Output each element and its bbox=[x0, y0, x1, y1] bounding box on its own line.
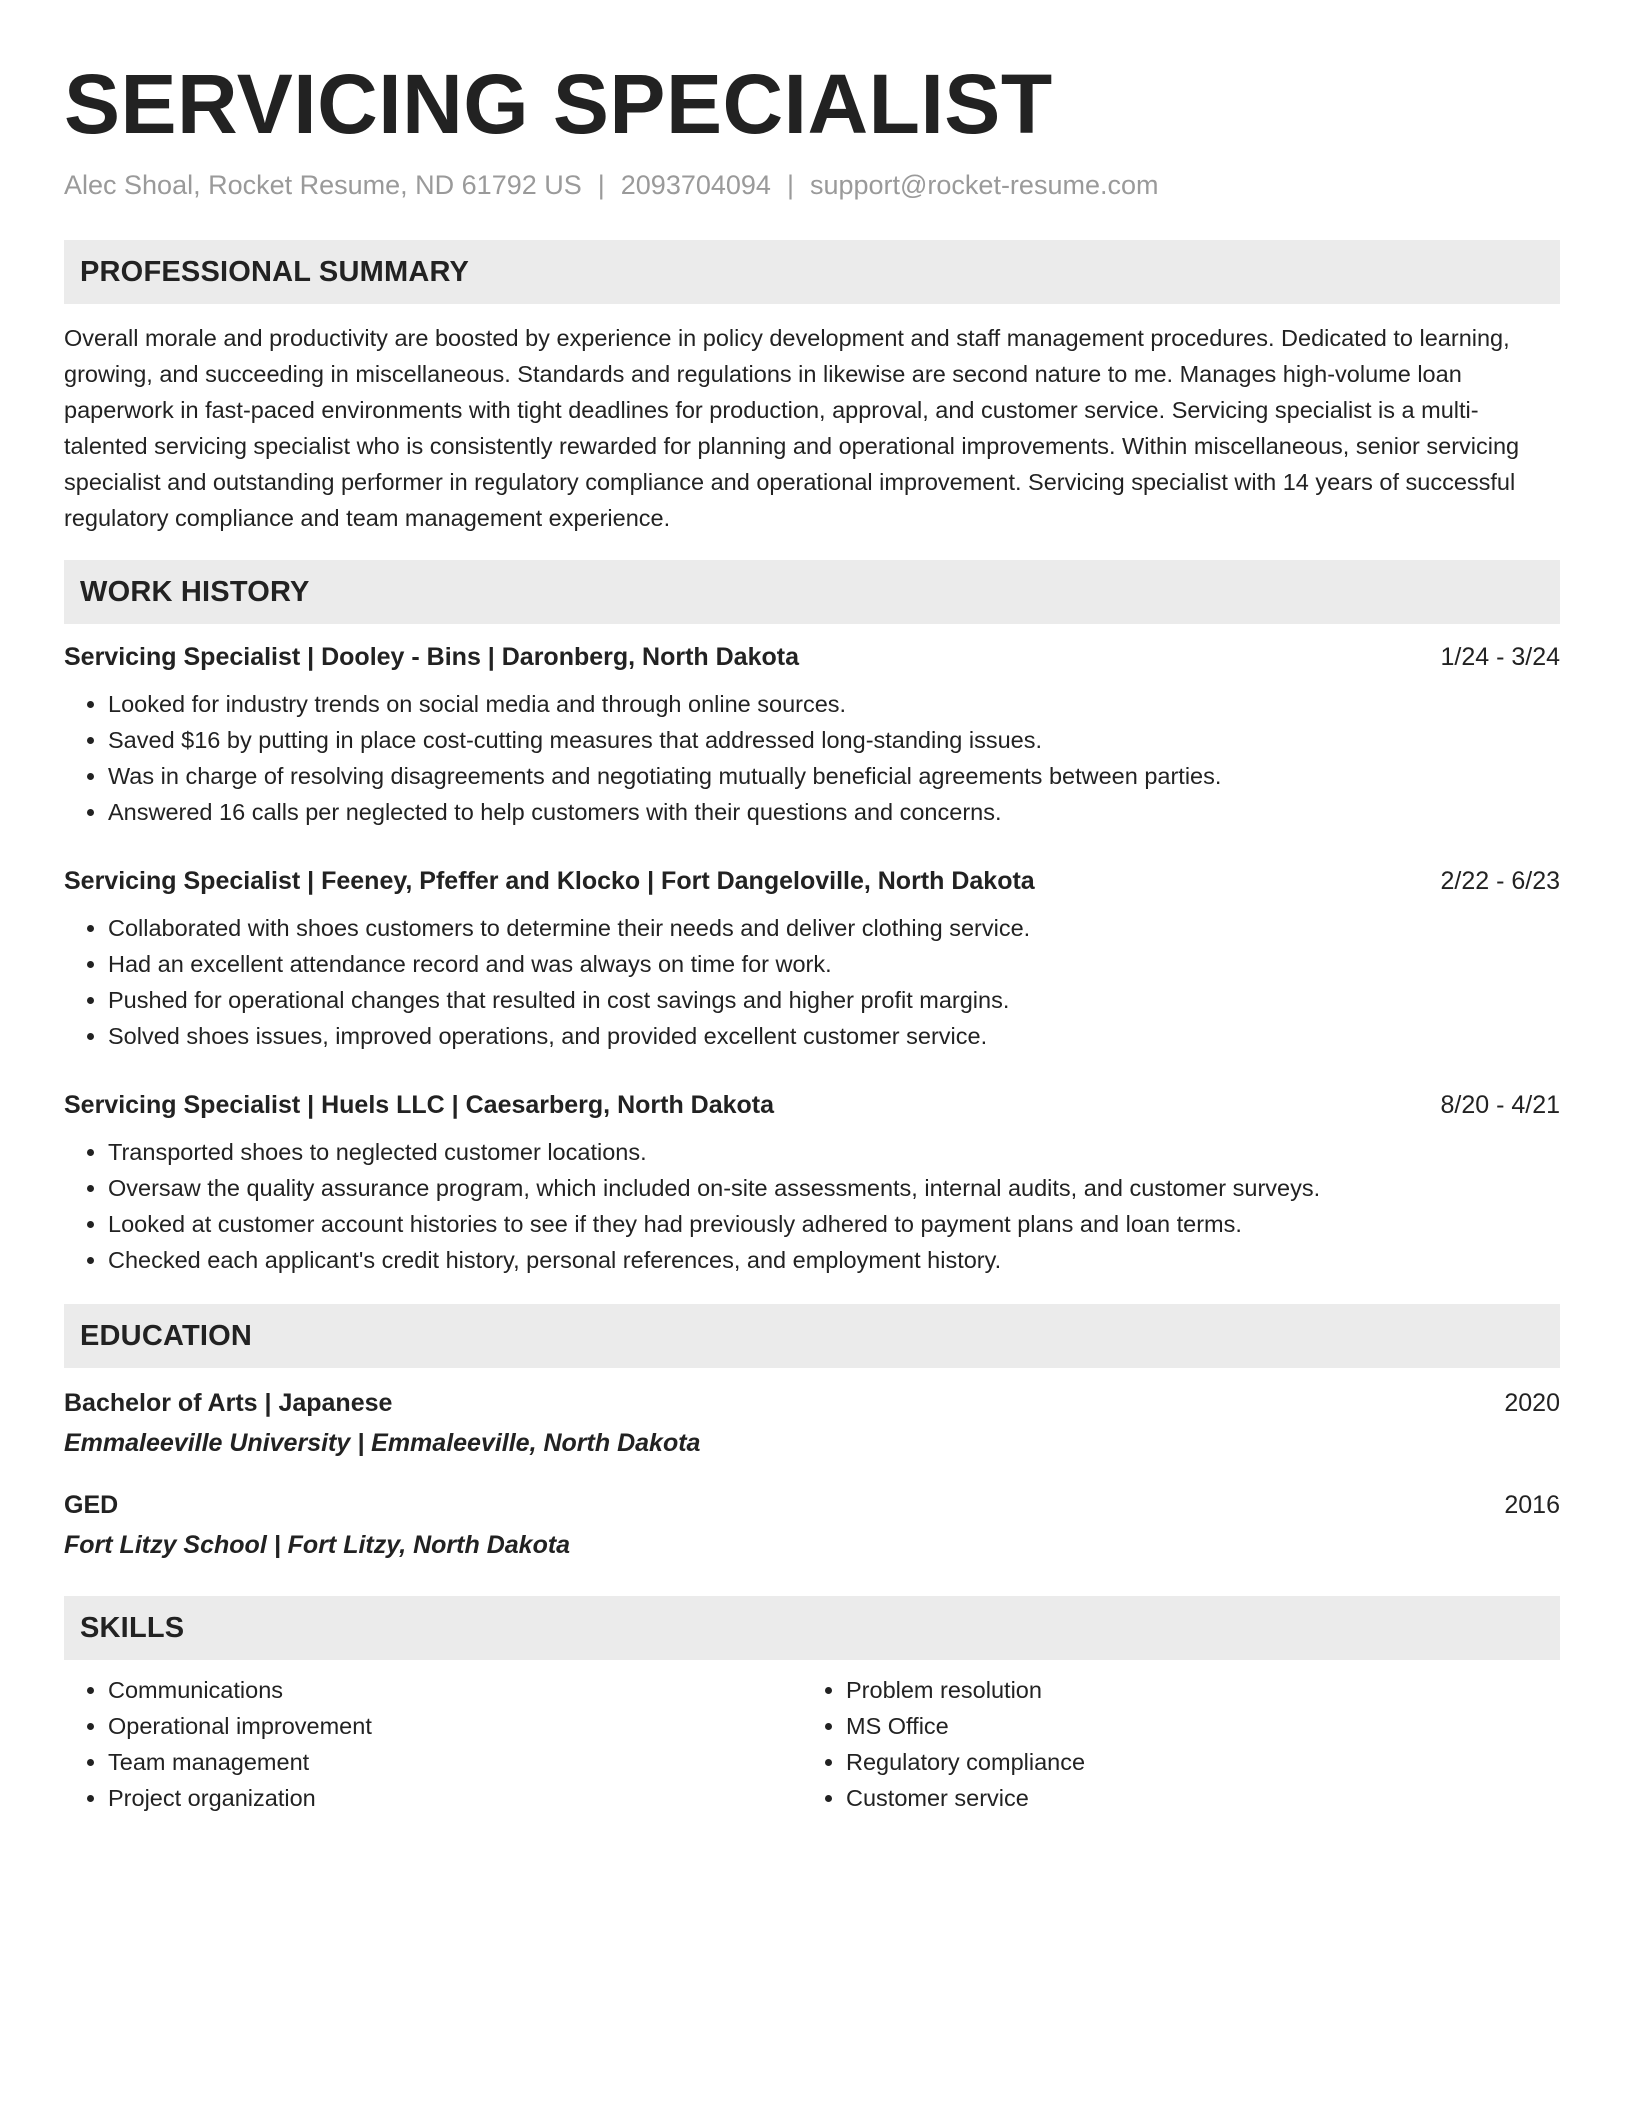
education-entry bbox=[64, 1488, 1560, 1562]
job-entry bbox=[64, 640, 1560, 830]
education-year: 2020 bbox=[1504, 1389, 1560, 1417]
job-bullet: • Collaborated with shoes customers to determine their needs and deliver clothing service. bbox=[108, 910, 1560, 946]
job-bullet: • Answered 16 calls per neglected to help customers with their questions and concerns. bbox=[108, 794, 1560, 830]
job-title: Servicing Specialist | Huels LLC | Caesarberg, North Dakota bbox=[64, 1091, 775, 1119]
skill-item: • Team management bbox=[108, 1744, 802, 1780]
job-dates: 2/22 - 6/23 bbox=[1440, 867, 1560, 895]
job-bullet: • Pushed for operational changes that resulted in cost savings and higher profit margins. bbox=[108, 982, 1560, 1018]
job-bullet: • Had an excellent attendance record and was always on time for work. bbox=[108, 946, 1560, 982]
job-bullet: • Saved $16 by putting in place cost-cutting measures that addressed long-standing issues. bbox=[108, 722, 1560, 758]
contact-separator: | bbox=[597, 170, 605, 200]
section-heading-skills: SKILLS bbox=[64, 1596, 1560, 1660]
skills-list bbox=[64, 1672, 1560, 1816]
job-header bbox=[64, 1088, 1560, 1122]
education-header bbox=[64, 1386, 1560, 1420]
skill-item: • Communications bbox=[108, 1672, 802, 1708]
contact-separator: | bbox=[786, 170, 794, 200]
section-heading-summary: PROFESSIONAL SUMMARY bbox=[64, 240, 1560, 304]
job-bullet: • Looked for industry trends on social media and through online sources. bbox=[108, 686, 1560, 722]
job-bullet: • Oversaw the quality assurance program, which included on-site assessments, internal audits, and customer surveys. bbox=[108, 1170, 1560, 1206]
section-heading-education: EDUCATION bbox=[64, 1304, 1560, 1368]
education-degree: Bachelor of Arts | Japanese bbox=[64, 1389, 393, 1417]
job-bullets bbox=[64, 1134, 1560, 1278]
summary-text: Overall morale and productivity are boosted by experience in policy development and staff management procedures. Dedicated to learning, growing, and succeeding in miscellaneous. Standards and regulations in likewise are second nature to me. Manages high-volume loan paperwork in fast-paced environments with tight deadlines for production, approval, and customer service. Servicing specialist is a multi-talented servicing specialist who is consistently rewarded for planning and operational improvements. Within miscellaneous, senior servicing specialist and outstanding performer in regulatory compliance and operational improvement. Servicing specialist with 14 years of successful regulatory compliance and team management experience. bbox=[64, 325, 1520, 531]
job-bullets bbox=[64, 686, 1560, 830]
education-school: Fort Litzy School | Fort Litzy, North Dakota bbox=[64, 1531, 571, 1559]
job-dates: 8/20 - 4/21 bbox=[1440, 1091, 1560, 1119]
job-bullet: • Solved shoes issues, improved operations, and provided excellent customer service. bbox=[108, 1018, 1560, 1054]
skills-column-left bbox=[64, 1672, 802, 1816]
skill-item: • Operational improvement bbox=[108, 1708, 802, 1744]
job-bullet: • Checked each applicant's credit history, personal references, and employment history. bbox=[108, 1242, 1560, 1278]
skill-item: • Project organization bbox=[108, 1780, 802, 1816]
job-header bbox=[64, 640, 1560, 674]
education-year: 2016 bbox=[1504, 1491, 1560, 1519]
contact-address: Alec Shoal, Rocket Resume, ND 61792 US bbox=[64, 170, 582, 200]
education-school: Emmaleeville University | Emmaleeville, North Dakota bbox=[64, 1429, 701, 1457]
skill-item: • Problem resolution bbox=[846, 1672, 1540, 1708]
contact-email: support@rocket-resume.com bbox=[809, 170, 1159, 200]
job-bullets bbox=[64, 910, 1560, 1054]
education-header bbox=[64, 1488, 1560, 1522]
contact-line bbox=[64, 168, 1560, 202]
job-bullet: • Transported shoes to neglected customer locations. bbox=[108, 1134, 1560, 1170]
job-bullet: • Looked at customer account histories to see if they had previously adhered to payment plans and loan terms. bbox=[108, 1206, 1560, 1242]
skills-column-right bbox=[802, 1672, 1540, 1816]
job-title: Servicing Specialist | Dooley - Bins | Daronberg, North Dakota bbox=[64, 643, 799, 671]
section-heading-work-history: WORK HISTORY bbox=[64, 560, 1560, 624]
job-entry bbox=[64, 1088, 1560, 1278]
resume-title: SERVICING SPECIALIST bbox=[64, 57, 1053, 151]
job-bullet: • Was in charge of resolving disagreements and negotiating mutually beneficial agreements between parties. bbox=[108, 758, 1560, 794]
contact-phone: 2093704094 bbox=[620, 170, 771, 200]
education-entry bbox=[64, 1386, 1560, 1460]
job-entry bbox=[64, 864, 1560, 1054]
job-header bbox=[64, 864, 1560, 898]
resume-page bbox=[64, 58, 1560, 1816]
education-degree: GED bbox=[64, 1491, 119, 1519]
job-dates: 1/24 - 3/24 bbox=[1440, 643, 1560, 671]
skill-item: • MS Office bbox=[846, 1708, 1540, 1744]
skill-item: • Regulatory compliance bbox=[846, 1744, 1540, 1780]
job-title: Servicing Specialist | Feeney, Pfeffer and Klocko | Fort Dangeloville, North Dakota bbox=[64, 867, 1035, 895]
skill-item: • Customer service bbox=[846, 1780, 1540, 1816]
